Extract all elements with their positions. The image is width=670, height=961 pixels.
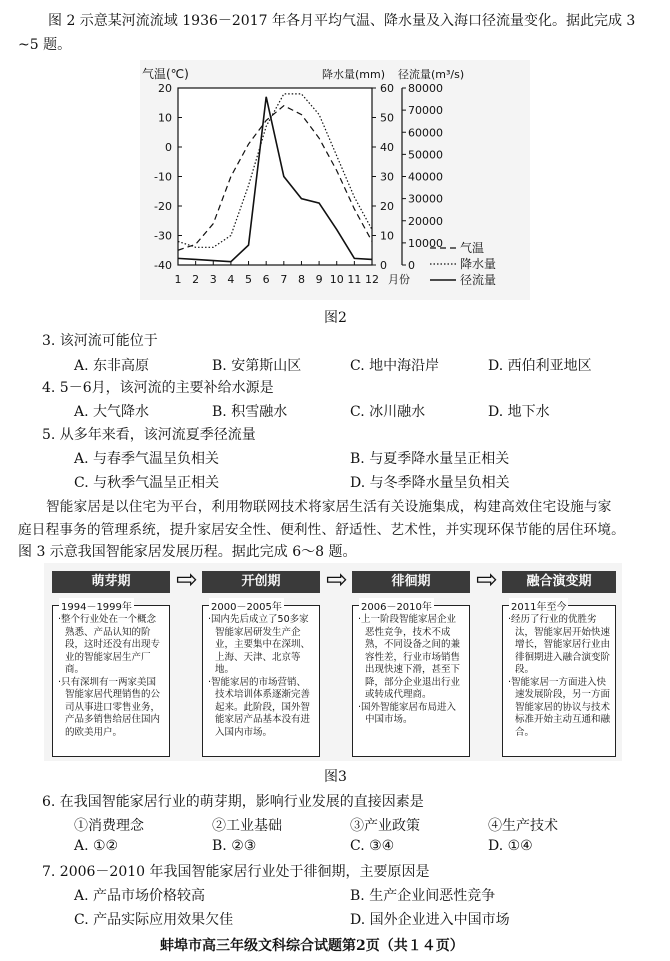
- question-4-option-b[interactable]: B. 积雪融水: [212, 404, 288, 420]
- question-7-option-c[interactable]: C. 产品实际应用效果欠佳: [74, 912, 234, 928]
- y-right-tick-label: 60000: [408, 126, 443, 140]
- x-tick-label: 1: [174, 273, 182, 286]
- intro-paragraph-line-1: 图 2 示意某河流流域 1936－2017 年各月平均气温、降水量及入海口径流量变化。据此完成 3: [48, 13, 636, 29]
- y-right-tick-label: 40000: [408, 170, 443, 184]
- x-tick-label: 8: [297, 273, 305, 286]
- y-right-tick-label: 80000: [408, 82, 443, 95]
- y-left-axis-label: 气温(℃): [142, 67, 189, 81]
- question-6-item-4: ④生产技术: [488, 818, 558, 834]
- stage-pioneer-title: 开创期: [202, 571, 320, 593]
- question-5-option-b[interactable]: B. 与夏季降水量呈正相关: [350, 451, 510, 467]
- y-left-tick-label: 10: [158, 111, 172, 125]
- figure-2-caption: 图2: [324, 310, 347, 326]
- stage-sprout-item: ·整个行业处在一个概念熟悉、产品认知的阶段，这时还没有出现专业的智能家居生产厂商。: [58, 614, 161, 675]
- arrow-icon: ⇨: [176, 565, 198, 595]
- question-3-option-b[interactable]: B. 安第斯山区: [212, 358, 302, 374]
- y-right-tick-label: 0: [408, 259, 415, 272]
- y-right-tick-label: 30000: [408, 192, 443, 206]
- legend-label: 径流量: [460, 273, 497, 287]
- y-mid-tick-label: 50: [380, 111, 394, 125]
- question-4-option-d[interactable]: D. 地下水: [488, 404, 550, 420]
- stage-fusion-period: 2011年至今: [509, 598, 568, 613]
- question-5-option-c[interactable]: C. 与秋季气温呈正相关: [74, 475, 220, 491]
- question-4-stem: 4. 5－6月，该河流的主要补给水源是: [42, 380, 274, 396]
- question-5-stem: 5. 从多年来看，该河流夏季径流量: [42, 427, 256, 443]
- y-mid-tick-label: 0: [380, 259, 387, 272]
- x-tick-label: 6: [262, 273, 270, 286]
- y-mid-tick-label: 60: [380, 82, 394, 95]
- question-7-stem: 7. 2006－2010 年我国智能家居行业处于徘徊期，主要原因是: [42, 864, 430, 880]
- question-3-option-a[interactable]: A. 东非高原: [74, 358, 150, 374]
- intro-paragraph-line-2: ~5 题。: [18, 37, 72, 53]
- legend-label: 降水量: [460, 257, 497, 271]
- question-6-stem: 6. 在我国智能家居行业的萌芽期，影响行业发展的直接因素是: [42, 794, 424, 810]
- stage-wander-box: [352, 602, 470, 757]
- x-tick-label: 9: [315, 273, 323, 286]
- stage-wander: [352, 571, 470, 757]
- stage-fusion: [502, 571, 616, 757]
- question-3-stem: 3. 该河流可能位于: [42, 333, 158, 349]
- question-6-option-b[interactable]: B. ②③: [212, 838, 257, 854]
- stage-pioneer-box: [202, 602, 320, 757]
- y-mid-axis-label: 降水量(mm): [322, 68, 386, 81]
- stage-pioneer-item: ·国内先后成立了50多家智能家居研发生产企业，主要集中在深圳、上海、天津、北京等地。: [208, 614, 311, 675]
- y-left-tick-label: -40: [154, 259, 172, 272]
- question-4-option-a[interactable]: A. 大气降水: [74, 404, 150, 420]
- x-tick-label: 7: [280, 273, 288, 286]
- question-4-option-c[interactable]: C. 冰川融水: [350, 404, 426, 420]
- y-mid-tick-label: 40: [380, 141, 394, 154]
- question-6-item-2: ②工业基础: [212, 818, 282, 834]
- x-tick-label: 11: [347, 273, 362, 286]
- question-7-option-d[interactable]: D. 国外企业进入中国市场: [350, 912, 510, 928]
- x-tick-label: 3: [209, 273, 217, 286]
- stage-sprout-title: 萌芽期: [52, 571, 170, 593]
- question-7-option-a[interactable]: A. 产品市场价格较高: [74, 888, 206, 904]
- y-left-tick-label: -20: [154, 200, 172, 213]
- stage-sprout-period: 1994－1999年: [59, 598, 134, 613]
- stage-fusion-item: ·经历了行业的优胜劣汰，智能家居开始快速增长，智能家居行业由徘徊期进入融合演变阶段。: [508, 614, 611, 675]
- y-mid-tick-label: 20: [380, 200, 394, 213]
- y-left-tick-label: -30: [154, 229, 172, 243]
- stage-wander-period: 2006－2010年: [359, 598, 434, 613]
- intro2-line-1: 智能家居是以住宅为平台，利用物联网技术将家居生活有关设施集成，构建高效住宅设施与家: [46, 499, 612, 515]
- stage-sprout: [52, 571, 170, 757]
- arrow-icon: ⇨: [326, 565, 348, 595]
- question-6-option-c[interactable]: C. ③④: [350, 838, 395, 854]
- climate-runoff-chart: [140, 60, 530, 300]
- y-left-tick-label: -10: [154, 170, 172, 184]
- x-tick-label: 4: [227, 273, 235, 286]
- question-3-option-d[interactable]: D. 西伯利亚地区: [488, 358, 592, 374]
- y-mid-tick-label: 30: [380, 170, 394, 184]
- question-6-item-1: ①消费理念: [74, 818, 144, 834]
- stage-wander-item: ·国外智能家居布局进入中国市场。: [358, 701, 457, 725]
- question-3-option-c[interactable]: C. 地中海沿岸: [350, 358, 440, 374]
- x-axis-label: 月份: [388, 273, 410, 286]
- figure-3: [44, 563, 622, 761]
- y-right-tick-label: 70000: [408, 104, 443, 118]
- stage-pioneer-period: 2000－2005年: [209, 598, 284, 613]
- arrow-icon: ⇨: [476, 565, 498, 595]
- stage-wander-title: 徘徊期: [352, 571, 470, 593]
- x-tick-label: 2: [192, 273, 200, 286]
- figure-3-caption: 图3: [324, 769, 347, 785]
- y-left-tick-label: 0: [165, 141, 172, 154]
- x-tick-label: 10: [329, 273, 344, 286]
- y-right-axis-label: 径流量(m³/s): [398, 68, 465, 81]
- y-right-tick-label: 10000: [408, 236, 443, 250]
- figure-2: [140, 60, 530, 300]
- stage-sprout-box: [52, 602, 170, 757]
- stage-fusion-title: 融合演变期: [502, 571, 616, 593]
- stage-pioneer: [202, 571, 320, 757]
- question-7-option-b[interactable]: B. 生产企业间恶性竞争: [350, 888, 496, 904]
- intro2-line-2: 庭日程事务的管理系统，提升家居安全性、便利性、舒适性、艺术性，并实现环保节能的居住环境。: [18, 522, 625, 538]
- question-5-option-a[interactable]: A. 与春季气温呈负相关: [74, 451, 220, 467]
- legend-label: 气温: [460, 241, 485, 255]
- y-left-tick-label: 20: [158, 82, 172, 95]
- y-right-tick-label: 20000: [408, 214, 443, 228]
- x-tick-label: 12: [365, 273, 379, 286]
- stage-fusion-item: ·智能家居一方面进入快速发展阶段，另一方面智能家居的协议与技术标准开始主动互通和融合。: [508, 676, 611, 738]
- question-6-option-d[interactable]: D. ①④: [488, 838, 533, 854]
- page-footer: 蚌埠市高三年级文科综合试题第2页（共１４页）: [160, 938, 464, 954]
- stage-fusion-box: [502, 602, 616, 757]
- question-6-item-3: ③产业政策: [350, 818, 420, 834]
- stage-pioneer-item: ·智能家居的市场营销、技术培训体系逐渐完善起来。此阶段，国外智能家居产品基本没有进入国内市场。: [208, 676, 311, 738]
- stage-sprout-item: ·只有深圳有一两家美国智能家居代理销售的公司从事进口零售业务，产品多销售给居住国内的欧美用户。: [58, 676, 161, 738]
- y-mid-tick-label: 10: [380, 229, 394, 243]
- x-tick-label: 5: [245, 273, 253, 286]
- question-5-option-d[interactable]: D. 与冬季降水量呈负相关: [350, 475, 510, 491]
- intro2-line-3: 图 3 示意我国智能家居发展历程。据此完成 6～8 题。: [18, 544, 357, 560]
- y-right-tick-label: 50000: [408, 148, 443, 162]
- question-6-option-a[interactable]: A. ①②: [74, 838, 119, 854]
- stage-wander-item: ·上一阶段智能家居企业恶性竞争，技术不成熟，不同设备之间的兼容性差，行业市场销售出现快速下滑，甚至下降，部分企业退出行业或转成代理商。: [358, 614, 461, 700]
